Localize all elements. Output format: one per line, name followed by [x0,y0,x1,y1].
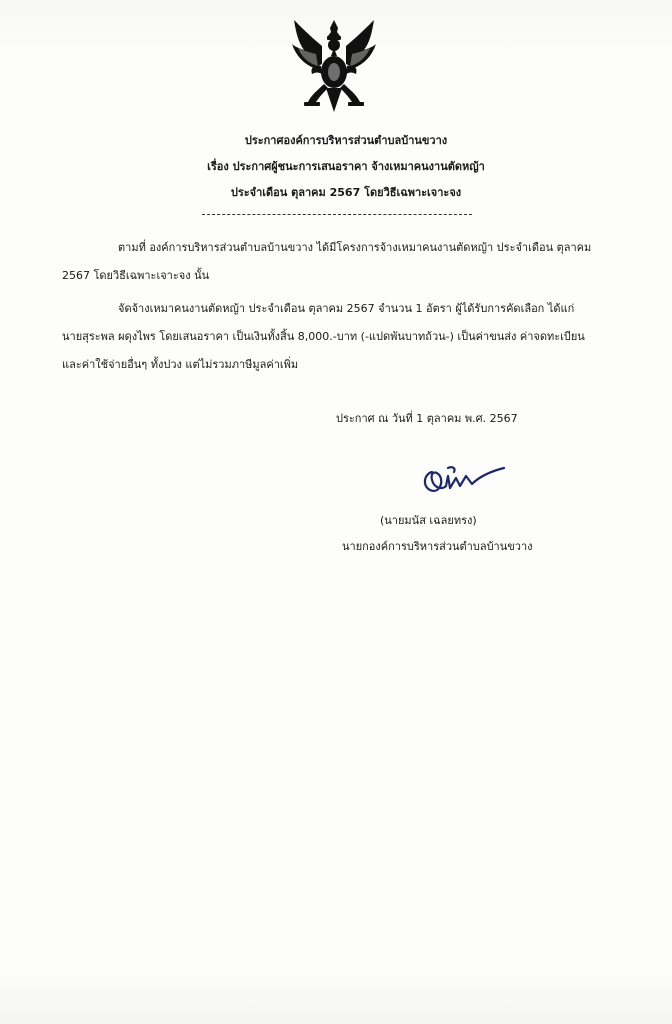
paragraph-2-line-1: จัดจ้างเหมาคนงานตัดหญ้า ประจำเดือน ตุลาคม 2567 จำนวน 1 อัตรา ผู้ได้รับการคัดเลือก ได้แก่ [118,302,575,315]
paragraph-1-line-1: ตามที่ องค์การบริหารส่วนตำบลบ้านขวาง ได้มีโครงการจ้างเหมาคนงานตัดหญ้า ประจำเดือน ตุลาคม [118,241,592,254]
handwritten-signature [418,456,508,500]
signer-title: นายกองค์การบริหารส่วนตำบลบ้านขวาง [342,540,533,553]
signer-name: (นายมนัส เฉลยทรง) [380,514,477,527]
garuda-emblem-icon [288,18,380,114]
announcement-title: ประกาศองค์การบริหารส่วนตำบลบ้านขวาง [244,134,448,147]
paragraph-1-line-2: 2567 โดยวิธีเฉพาะเจาะจง นั้น [62,269,210,282]
announcement-period: ประจำเดือน ตุลาคม 2567 โดยวิธีเฉพาะเจาะจง [230,186,462,199]
paragraph-2-line-3: และค่าใช้จ่ายอื่นๆ ทั้งปวง แต่ไม่รวมภาษีมูลค่าเพิ่ม [62,358,299,371]
announcement-date: ประกาศ ณ วันที่ 1 ตุลาคม พ.ศ. 2567 [336,412,518,425]
paragraph-2-line-2: นายสุระพล ผดุงไพร โดยเสนอราคา เป็นเงินทั้งสิ้น 8,000.-บาท (-แปดพันบาทถ้วน-) เป็นค่าขนส่ง ค่าจดทะเบียน [62,330,585,343]
announcement-subject: เรื่อง ประกาศผู้ชนะการเสนอราคา จ้างเหมาคนงานตัดหญ้า [207,160,485,173]
divider-line [202,214,472,215]
